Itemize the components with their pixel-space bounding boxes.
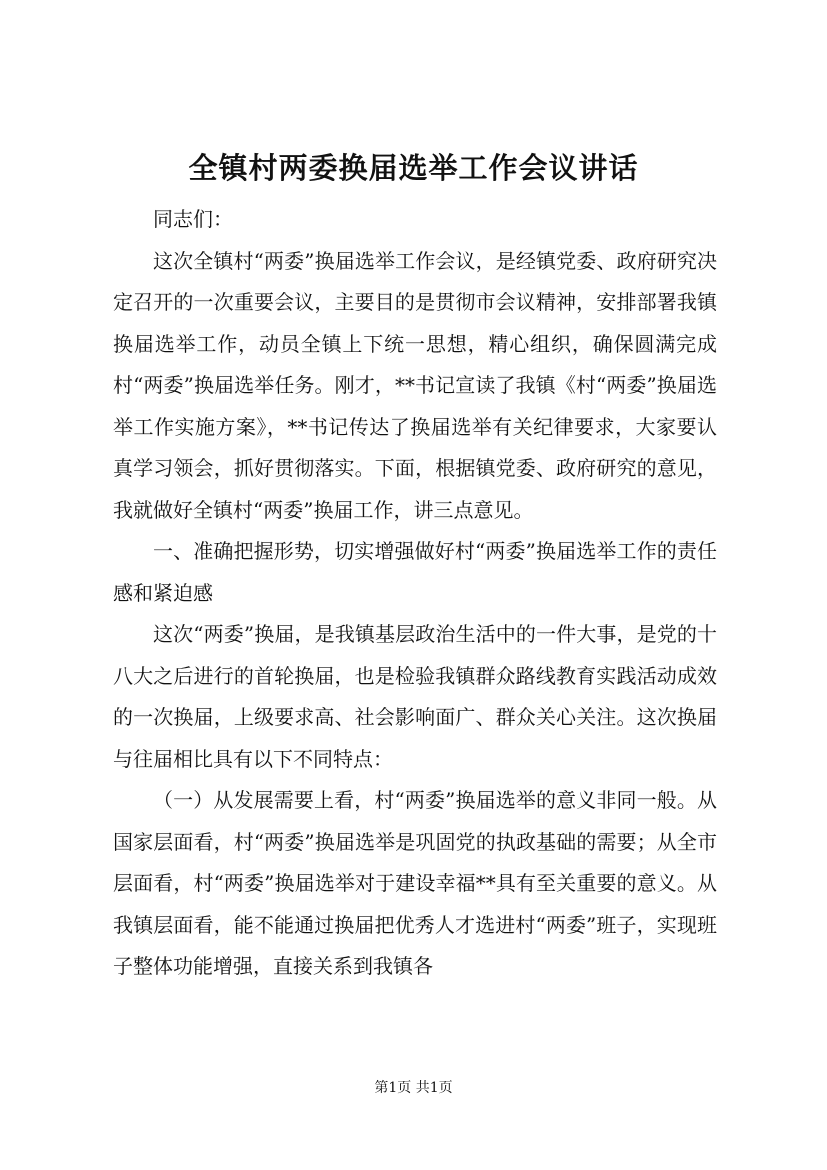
page-number-footer: 第1页 共1页 (374, 1080, 453, 1096)
document-title: 全镇村两委换届选举工作会议讲话 (188, 151, 639, 185)
body-paragraph: 这次“两委”换届，是我镇基层政治生活中的一件大事，是党的十八大之后进行的首轮换届，也是检验我镇群众路线教育实践活动成效的一次换届，上级要求高、社会影响面广、群众关心关注。这次换届与往届相比具有以下不同特点： (113, 622, 717, 771)
body-paragraph: （一）从发展需要上看，村“两委”换届选举的意义非同一般。从国家层面看，村“两委”换届选举是巩固党的执政基础的需要；从全市层面看，村“两委”换届选举对于建设幸福**具有至关重要的意义。从我镇层面看，能不能通过换届把优秀人才选进村“两委”班子，实现班子整体功能增强，直接关系到我镇各 (113, 788, 717, 978)
salutation-paragraph: 同志们： (153, 207, 233, 231)
document-body (113, 199, 717, 988)
section-heading-1: 一、准确把握形势，切实增强做好村“两委”换届选举工作的责任感和紧迫感 (113, 539, 717, 605)
intro-paragraph: 这次全镇村“两委”换届选举工作会议，是经镇党委、政府研究决定召开的一次重要会议，主要目的是贯彻市会议精神，安排部署我镇换届选举工作，动员全镇上下统一思想，精心组织，确保圆满完成村“两委”换届选举任务。刚才，**书记宣读了我镇《村“两委”换届选举工作实施方案》，**书记传达了换届选举有关纪律要求，大家要认真学习领会，抓好贯彻落实。下面，根据镇党委、政府研究的意见，我就做好全镇村“两委”换届工作，讲三点意见。 (113, 248, 717, 522)
